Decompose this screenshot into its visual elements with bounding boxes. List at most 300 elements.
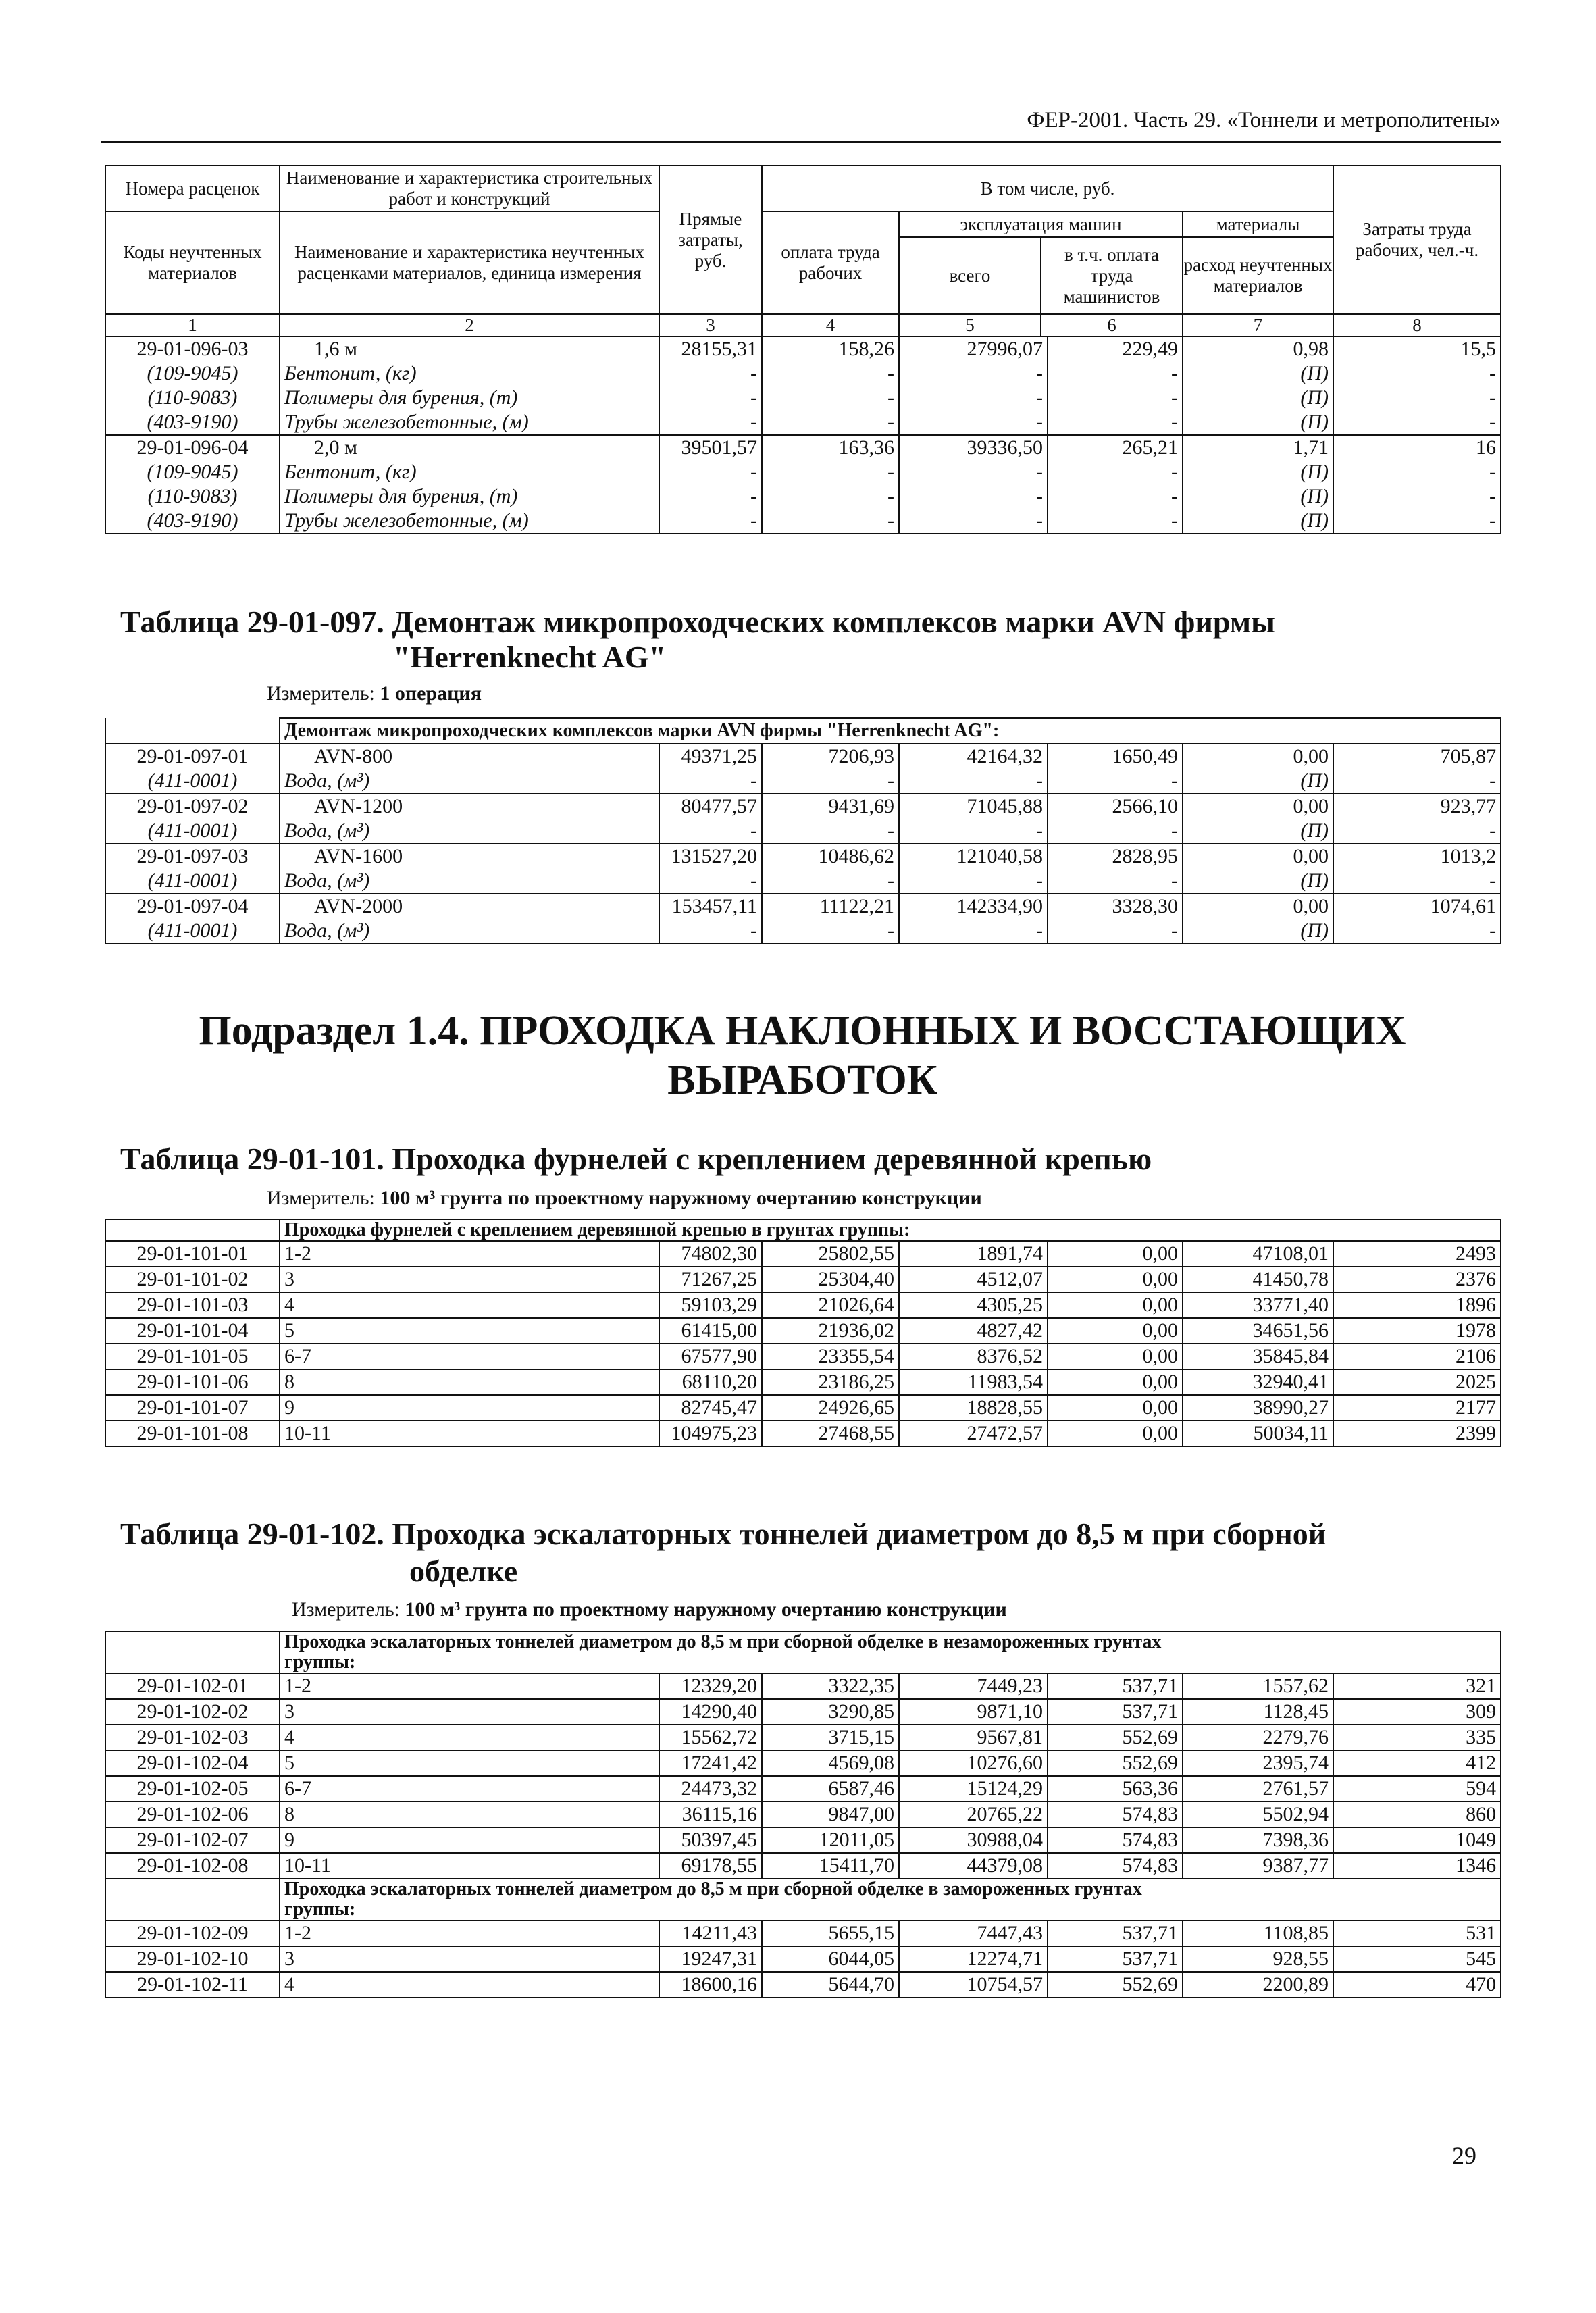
rate-name: 8 xyxy=(280,1369,659,1395)
machines-total: 39336,50 xyxy=(899,435,1048,460)
machinists-pay: 0,00 xyxy=(1048,1344,1183,1369)
rate-name: AVN-1200 xyxy=(280,794,659,819)
materials: 0,00 xyxy=(1183,844,1333,869)
labor-hours: 309 xyxy=(1333,1699,1501,1725)
machines-total: - xyxy=(899,769,1048,794)
rate-code: 29-01-102-10 xyxy=(105,1946,280,1972)
col-rashod: расход неучтенных материалов xyxy=(1183,255,1333,296)
col-num: 8 xyxy=(1333,314,1501,336)
materials: 2200,89 xyxy=(1183,1972,1333,1998)
labor-hours: - xyxy=(1333,386,1501,410)
machinists-pay: 537,71 xyxy=(1048,1699,1183,1725)
direct-costs: - xyxy=(659,386,762,410)
machines-total: 7449,23 xyxy=(899,1673,1048,1699)
materials: 5502,94 xyxy=(1183,1802,1333,1827)
labor-hours: 16 xyxy=(1333,435,1501,460)
material-row xyxy=(105,361,1501,386)
labor-hours: 1049 xyxy=(1333,1827,1501,1853)
materials: 0,00 xyxy=(1183,794,1333,819)
machines-total: 12274,71 xyxy=(899,1946,1048,1972)
machinists-pay: 574,83 xyxy=(1048,1827,1183,1853)
rate-name: 5 xyxy=(280,1318,659,1344)
subheading-line: Проходка эскалаторных тоннелей диаметром до 8,5 м при сборной обделке в замороженных грунтах xyxy=(284,1879,1142,1900)
labor-pay: 24926,65 xyxy=(762,1395,899,1421)
direct-costs: 36115,16 xyxy=(659,1802,762,1827)
machinists-pay: 0,00 xyxy=(1048,1395,1183,1421)
labor-hours: 1896 xyxy=(1333,1292,1501,1318)
rate-code: 29-01-102-05 xyxy=(105,1776,280,1802)
col-num: 5 xyxy=(900,315,1041,336)
rate-name: Бентонит, (кг) xyxy=(280,460,659,484)
machines-total: 10276,60 xyxy=(899,1750,1048,1776)
labor-pay: 7206,93 xyxy=(762,744,899,769)
subhead-blank xyxy=(105,1631,280,1673)
materials: (П) xyxy=(1183,869,1333,894)
materials: 47108,01 xyxy=(1183,1241,1333,1267)
machines-total: 4512,07 xyxy=(899,1267,1048,1292)
labor-pay: 27468,55 xyxy=(762,1421,899,1446)
col-oplata: оплата труда рабочих xyxy=(762,211,899,314)
rate-code: 29-01-102-07 xyxy=(105,1827,280,1853)
rate-row xyxy=(105,894,1501,919)
machinists-pay: 537,71 xyxy=(1048,1946,1183,1972)
material-row xyxy=(105,769,1501,794)
machines-total: - xyxy=(899,484,1048,509)
materials: 2395,74 xyxy=(1183,1750,1333,1776)
labor-hours: 2399 xyxy=(1333,1421,1501,1446)
materials: 38990,27 xyxy=(1183,1395,1333,1421)
rate-row xyxy=(105,435,1501,460)
rate-code: 29-01-102-09 xyxy=(105,1921,280,1946)
col-num: 1 xyxy=(105,314,280,336)
rate-name: AVN-2000 xyxy=(280,894,659,919)
material-row xyxy=(105,410,1501,435)
machines-total: 27996,07 xyxy=(899,336,1048,361)
rate-name: 3 xyxy=(280,1946,659,1972)
subheading-line: группы: xyxy=(284,1652,356,1673)
machines-total: 15124,29 xyxy=(899,1776,1048,1802)
rate-name: 1-2 xyxy=(280,1241,659,1267)
rate-code: 29-01-102-11 xyxy=(105,1972,280,1998)
col-naim2: Наименование и характеристика неучтенных расценками материалов, единица измерения xyxy=(280,211,659,314)
header-rule xyxy=(101,141,1501,143)
page-number: 29 xyxy=(1452,2142,1476,2169)
labor-pay: 25802,55 xyxy=(762,1241,899,1267)
table-097-title: Таблица 29-01-097. Демонтаж микропроходческих комплексов марки AVN фирмы xyxy=(120,605,1275,639)
direct-costs: 14211,43 xyxy=(659,1921,762,1946)
materials: 1128,45 xyxy=(1183,1699,1333,1725)
direct-costs: 67577,90 xyxy=(659,1344,762,1369)
labor-pay: 21936,02 xyxy=(762,1318,899,1344)
machinists-pay: - xyxy=(1048,819,1183,844)
labor-hours: 1346 xyxy=(1333,1853,1501,1879)
rate-name: 1,6 м xyxy=(280,336,659,361)
rate-name: 3 xyxy=(280,1267,659,1292)
labor-hours: 2025 xyxy=(1333,1369,1501,1395)
rate-name: 2,0 м xyxy=(280,435,659,460)
machines-total: 27472,57 xyxy=(899,1421,1048,1446)
table-102-title: Таблица 29-01-102. Проходка эскалаторных тоннелей диаметром до 8,5 м при сборной xyxy=(120,1517,1327,1551)
direct-costs: 50397,45 xyxy=(659,1827,762,1853)
rate-name: Вода, (м³) xyxy=(280,919,659,944)
labor-pay: - xyxy=(762,869,899,894)
materials: (П) xyxy=(1183,460,1333,484)
col-ekspl: эксплуатация машин xyxy=(900,212,1182,238)
labor-pay: 9431,69 xyxy=(762,794,899,819)
rates-table-101 xyxy=(105,1219,1501,1447)
machinists-pay: - xyxy=(1048,460,1183,484)
rate-row xyxy=(105,794,1501,819)
labor-pay: 163,36 xyxy=(762,435,899,460)
machines-total: - xyxy=(899,819,1048,844)
rate-code: 29-01-102-02 xyxy=(105,1699,280,1725)
col-nomera: Номера расценок xyxy=(105,166,280,211)
rate-code: (411-0001) xyxy=(105,769,280,794)
materials: 0,00 xyxy=(1183,744,1333,769)
direct-costs: 82745,47 xyxy=(659,1395,762,1421)
labor-pay: - xyxy=(762,361,899,386)
materials: (П) xyxy=(1183,769,1333,794)
direct-costs: 59103,29 xyxy=(659,1292,762,1318)
materials: 2279,76 xyxy=(1183,1725,1333,1750)
direct-costs: 14290,40 xyxy=(659,1699,762,1725)
machinists-pay: 229,49 xyxy=(1048,336,1183,361)
rate-name: 4 xyxy=(280,1292,659,1318)
labor-pay: 15411,70 xyxy=(762,1853,899,1879)
machines-total: 4305,25 xyxy=(899,1292,1048,1318)
col-pryamye: Прямые затраты, руб. xyxy=(659,166,762,314)
page-header: ФЕР-2001. Часть 29. «Тоннели и метрополитены» xyxy=(1027,108,1501,132)
direct-costs: - xyxy=(659,819,762,844)
labor-hours: - xyxy=(1333,769,1501,794)
rate-row xyxy=(105,1827,1501,1853)
rates-table-102 xyxy=(105,1631,1501,1998)
direct-costs: - xyxy=(659,484,762,509)
rate-name: 3 xyxy=(280,1699,659,1725)
rate-code: 29-01-096-04 xyxy=(105,435,280,460)
materials: 34651,56 xyxy=(1183,1318,1333,1344)
rate-code: 29-01-096-03 xyxy=(105,336,280,361)
rate-row xyxy=(105,1673,1501,1699)
direct-costs: 80477,57 xyxy=(659,794,762,819)
material-row xyxy=(105,819,1501,844)
direct-costs: - xyxy=(659,410,762,435)
labor-pay: - xyxy=(762,819,899,844)
table-097-title-cont: "Herrenknecht AG" xyxy=(393,640,667,674)
rate-row xyxy=(105,1267,1501,1292)
measure-label: Измеритель: xyxy=(292,1598,405,1621)
rate-code: 29-01-102-04 xyxy=(105,1750,280,1776)
labor-hours: 2106 xyxy=(1333,1344,1501,1369)
rate-code: (403-9190) xyxy=(105,410,280,435)
rate-name: 4 xyxy=(280,1972,659,1998)
rates-table-096 xyxy=(105,165,1501,534)
rate-row xyxy=(105,1369,1501,1395)
rate-code: 29-01-097-01 xyxy=(105,744,280,769)
machinists-pay: - xyxy=(1048,769,1183,794)
rate-code: (109-9045) xyxy=(105,460,280,484)
rate-row xyxy=(105,1292,1501,1318)
col-kody: Коды неучтенных материалов xyxy=(105,211,280,314)
labor-pay: 10486,62 xyxy=(762,844,899,869)
rate-row xyxy=(105,744,1501,769)
rate-row xyxy=(105,336,1501,361)
rate-row xyxy=(105,1853,1501,1879)
labor-hours: - xyxy=(1333,361,1501,386)
rate-code: 29-01-101-02 xyxy=(105,1267,280,1292)
rate-row xyxy=(105,1699,1501,1725)
rate-row xyxy=(105,1972,1501,1998)
machinists-pay: - xyxy=(1048,509,1183,534)
materials: 35845,84 xyxy=(1183,1344,1333,1369)
materials: 32940,41 xyxy=(1183,1369,1333,1395)
rate-name: 1-2 xyxy=(280,1673,659,1699)
direct-costs: 71267,25 xyxy=(659,1267,762,1292)
machinists-pay: 2566,10 xyxy=(1048,794,1183,819)
materials: 9387,77 xyxy=(1183,1853,1333,1879)
rate-code: 29-01-102-03 xyxy=(105,1725,280,1750)
direct-costs: 74802,30 xyxy=(659,1241,762,1267)
materials: (П) xyxy=(1183,361,1333,386)
rate-name: Бентонит, (кг) xyxy=(280,361,659,386)
labor-hours: - xyxy=(1333,410,1501,435)
labor-pay: 5655,15 xyxy=(762,1921,899,1946)
machinists-pay: 0,00 xyxy=(1048,1267,1183,1292)
rate-code: 29-01-102-01 xyxy=(105,1673,280,1699)
table-subheading: Демонтаж микропроходческих комплексов марки AVN фирмы "Herrenknecht AG": xyxy=(280,718,1501,744)
subhead-blank xyxy=(105,718,280,744)
direct-costs: 19247,31 xyxy=(659,1946,762,1972)
rate-code: (403-9190) xyxy=(105,509,280,534)
direct-costs: 28155,31 xyxy=(659,336,762,361)
rate-name: AVN-800 xyxy=(280,744,659,769)
measure-label: Измеритель: xyxy=(267,1187,380,1209)
labor-pay: - xyxy=(762,769,899,794)
rate-name: Трубы железобетонные, (м) xyxy=(280,509,659,534)
machines-total: 121040,58 xyxy=(899,844,1048,869)
rate-code: 29-01-101-08 xyxy=(105,1421,280,1446)
rate-name: 4 xyxy=(280,1725,659,1750)
col-naim1: Наименование и характеристика строительных работ и конструкций xyxy=(280,166,659,211)
machines-total: 30988,04 xyxy=(899,1827,1048,1853)
machinists-pay: - xyxy=(1048,484,1183,509)
labor-pay: - xyxy=(762,410,899,435)
material-row xyxy=(105,460,1501,484)
direct-costs: 61415,00 xyxy=(659,1318,762,1344)
machinists-pay: - xyxy=(1048,410,1183,435)
material-row xyxy=(105,509,1501,534)
labor-pay: - xyxy=(762,460,899,484)
machinists-pay: - xyxy=(1048,361,1183,386)
machines-total: - xyxy=(899,361,1048,386)
table-subheading xyxy=(280,1631,1501,1673)
materials: 0,00 xyxy=(1183,894,1333,919)
labor-pay: 5644,70 xyxy=(762,1972,899,1998)
table-subheading xyxy=(280,1879,1501,1921)
col-vtch: в т.ч. оплата труда машинистов xyxy=(1063,244,1160,307)
col-materialy: материалы xyxy=(1183,212,1333,238)
direct-costs: 18600,16 xyxy=(659,1972,762,1998)
direct-costs: 131527,20 xyxy=(659,844,762,869)
table-101-title: Таблица 29-01-101. Проходка фурнелей с креплением деревянной крепью xyxy=(120,1142,1152,1176)
rate-name: 9 xyxy=(280,1395,659,1421)
machinists-pay: - xyxy=(1048,869,1183,894)
rates-table-097 xyxy=(105,717,1501,944)
labor-pay: - xyxy=(762,386,899,410)
column-numbers-row xyxy=(105,314,1501,336)
subheading-line: Проходка эскалаторных тоннелей диаметром до 8,5 м при сборной обделке в незамороженных грунтах xyxy=(284,1631,1162,1652)
machinists-pay: 0,00 xyxy=(1048,1241,1183,1267)
machines-total: - xyxy=(899,410,1048,435)
labor-hours: 2493 xyxy=(1333,1241,1501,1267)
rate-code: (109-9045) xyxy=(105,361,280,386)
direct-costs: 12329,20 xyxy=(659,1673,762,1699)
materials: 2761,57 xyxy=(1183,1776,1333,1802)
rate-code: (110-9083) xyxy=(105,386,280,410)
labor-hours: - xyxy=(1333,819,1501,844)
machinists-pay: 1650,49 xyxy=(1048,744,1183,769)
rate-name: Полимеры для бурения, (т) xyxy=(280,484,659,509)
rate-code: 29-01-101-04 xyxy=(105,1318,280,1344)
measure-label: Измеритель: xyxy=(267,682,380,705)
labor-hours: - xyxy=(1333,484,1501,509)
machinists-pay: 265,21 xyxy=(1048,435,1183,460)
rate-code: 29-01-101-03 xyxy=(105,1292,280,1318)
rate-name: 6-7 xyxy=(280,1776,659,1802)
machinists-pay: 2828,95 xyxy=(1048,844,1183,869)
labor-hours: 15,5 xyxy=(1333,336,1501,361)
material-row xyxy=(105,869,1501,894)
table-102-measure xyxy=(292,1598,1007,1621)
table-subheading xyxy=(280,1219,1501,1241)
labor-hours: 470 xyxy=(1333,1972,1501,1998)
rate-row xyxy=(105,1421,1501,1446)
rate-name: 10-11 xyxy=(280,1421,659,1446)
direct-costs: 17241,42 xyxy=(659,1750,762,1776)
direct-costs: - xyxy=(659,769,762,794)
rate-code: 29-01-101-07 xyxy=(105,1395,280,1421)
labor-hours: 321 xyxy=(1333,1673,1501,1699)
machines-total: - xyxy=(899,869,1048,894)
direct-costs: 49371,25 xyxy=(659,744,762,769)
machinists-pay: - xyxy=(1048,386,1183,410)
direct-costs: 15562,72 xyxy=(659,1725,762,1750)
rate-row xyxy=(105,1318,1501,1344)
direct-costs: 68110,20 xyxy=(659,1369,762,1395)
materials: 1557,62 xyxy=(1183,1673,1333,1699)
machines-total: 11983,54 xyxy=(899,1369,1048,1395)
rate-code: (110-9083) xyxy=(105,484,280,509)
rate-code: (411-0001) xyxy=(105,869,280,894)
labor-hours: 335 xyxy=(1333,1725,1501,1750)
col-num: 6 xyxy=(1107,315,1116,335)
subheading-line: Проходка фурнелей с креплением деревянной крепью в грунтах группы: xyxy=(284,1219,910,1240)
machinists-pay: - xyxy=(1048,919,1183,944)
rate-code: 29-01-101-01 xyxy=(105,1241,280,1267)
labor-hours: - xyxy=(1333,460,1501,484)
machines-total: 1891,74 xyxy=(899,1241,1048,1267)
rate-code: 29-01-097-02 xyxy=(105,794,280,819)
rate-row xyxy=(105,1921,1501,1946)
machines-total: 10754,57 xyxy=(899,1972,1048,1998)
col-num: 4 xyxy=(762,314,899,336)
materials: (П) xyxy=(1183,509,1333,534)
rate-code: (411-0001) xyxy=(105,819,280,844)
direct-costs: 69178,55 xyxy=(659,1853,762,1879)
rate-code: 29-01-101-05 xyxy=(105,1344,280,1369)
subhead-blank xyxy=(105,1879,280,1921)
labor-hours: 1074,61 xyxy=(1333,894,1501,919)
direct-costs: 24473,32 xyxy=(659,1776,762,1802)
rate-name: 8 xyxy=(280,1802,659,1827)
col-vtom: В том числе, руб. xyxy=(762,166,1333,211)
measure-value: 100 м³ грунта по проектному наружному очертанию конструкции xyxy=(380,1187,982,1209)
rate-code: 29-01-101-06 xyxy=(105,1369,280,1395)
labor-pay: - xyxy=(762,509,899,534)
direct-costs: - xyxy=(659,509,762,534)
labor-pay: 3715,15 xyxy=(762,1725,899,1750)
machinists-pay: 574,83 xyxy=(1048,1802,1183,1827)
machines-total: 4827,42 xyxy=(899,1318,1048,1344)
direct-costs: 153457,11 xyxy=(659,894,762,919)
direct-costs: 39501,57 xyxy=(659,435,762,460)
rate-name: Вода, (м³) xyxy=(280,869,659,894)
direct-costs: - xyxy=(659,460,762,484)
labor-hours: 545 xyxy=(1333,1946,1501,1972)
table-097-measure xyxy=(267,682,482,705)
subsection-title-cont: ВЫРАБОТОК xyxy=(667,1057,937,1103)
rate-name: Полимеры для бурения, (т) xyxy=(280,386,659,410)
rate-name: 9 xyxy=(280,1827,659,1853)
rate-code: 29-01-102-06 xyxy=(105,1802,280,1827)
labor-pay: 9847,00 xyxy=(762,1802,899,1827)
machines-total: 142334,90 xyxy=(899,894,1048,919)
table-101-measure xyxy=(267,1187,982,1210)
rate-name: Трубы железобетонные, (м) xyxy=(280,410,659,435)
machinists-pay: 537,71 xyxy=(1048,1921,1183,1946)
labor-hours: 2376 xyxy=(1333,1267,1501,1292)
machinists-pay: 0,00 xyxy=(1048,1369,1183,1395)
measure-value: 1 операция xyxy=(380,682,482,705)
col-num: 3 xyxy=(659,314,762,336)
direct-costs: - xyxy=(659,919,762,944)
machines-total: - xyxy=(899,509,1048,534)
machines-total: 9567,81 xyxy=(899,1725,1048,1750)
rate-name: Вода, (м³) xyxy=(280,819,659,844)
labor-hours: 860 xyxy=(1333,1802,1501,1827)
rate-row xyxy=(105,844,1501,869)
materials: 928,55 xyxy=(1183,1946,1333,1972)
labor-pay: 4569,08 xyxy=(762,1750,899,1776)
subsection-title: Подраздел 1.4. ПРОХОДКА НАКЛОННЫХ И ВОССТАЮЩИХ xyxy=(199,1008,1406,1054)
labor-hours: - xyxy=(1333,919,1501,944)
col-vsego: всего xyxy=(900,238,1041,313)
direct-costs: 104975,23 xyxy=(659,1421,762,1446)
rate-row xyxy=(105,1725,1501,1750)
machines-total: - xyxy=(899,919,1048,944)
direct-costs: - xyxy=(659,869,762,894)
machines-total: 44379,08 xyxy=(899,1853,1048,1879)
measure-value: 100 м³ грунта по проектному наружному очертанию конструкции xyxy=(405,1598,1007,1621)
rate-name: 6-7 xyxy=(280,1344,659,1369)
machinists-pay: 0,00 xyxy=(1048,1421,1183,1446)
machines-total: 8376,52 xyxy=(899,1344,1048,1369)
labor-pay: 25304,40 xyxy=(762,1267,899,1292)
material-row xyxy=(105,919,1501,944)
machines-total: - xyxy=(899,460,1048,484)
labor-pay: - xyxy=(762,484,899,509)
machines-total: - xyxy=(899,386,1048,410)
